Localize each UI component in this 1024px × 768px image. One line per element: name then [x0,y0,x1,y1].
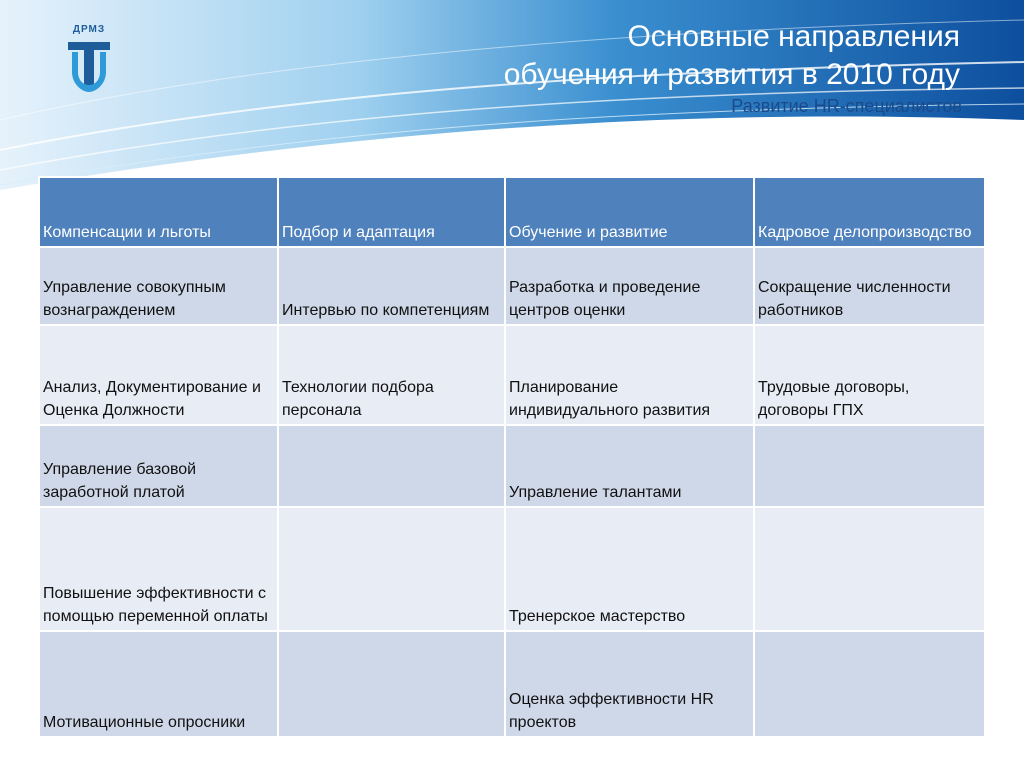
table-cell: Разработка и проведение центров оценки [505,247,754,325]
table-cell [754,507,985,631]
logo-text: ДРМЗ [72,24,106,35]
table-row [39,631,985,737]
table-row [39,507,985,631]
table-cell: Тренерское мастерство [505,507,754,631]
table-cell: Трудовые договоры, договоры ГПХ [754,325,985,425]
table-cell: Интервью по компетенциям [278,247,505,325]
column-header: Обучение и развитие [505,177,754,247]
page-title [260,18,960,94]
table-cell [278,507,505,631]
table-cell: Управление базовой заработной платой [39,425,278,507]
table-cell: Анализ, Документирование и Оценка Должности [39,325,278,425]
column-header: Подбор и адаптация [278,177,505,247]
table-cell: Управление совокупным вознаграждением [39,247,278,325]
column-header: Кадровое делопроизводство [754,177,985,247]
table-cell: Планирование индивидуального развития [505,325,754,425]
table-cell: Управление талантами [505,425,754,507]
table-header-row [39,177,985,247]
table-cell: Сокращение численности работников [754,247,985,325]
table-row [39,325,985,425]
table-row [39,425,985,507]
table-cell [754,631,985,737]
title-line-2: обучения и развития в 2010 году [503,58,960,91]
column-header: Компенсации и льготы [39,177,278,247]
table-cell: Технологии подбора персонала [278,325,505,425]
table-cell: Оценка эффективности HR проектов [505,631,754,737]
table-cell: Повышение эффективности с помощью переменной оплаты [39,507,278,631]
title-line-1: Основные направления [627,20,960,53]
table-cell [754,425,985,507]
directions-table [38,176,986,738]
table-cell [278,631,505,737]
table-row [39,247,985,325]
table-cell [278,425,505,507]
page-subtitle: Развитие HR-специалистов [731,96,962,116]
table-cell: Мотивационные опросники [39,631,278,737]
